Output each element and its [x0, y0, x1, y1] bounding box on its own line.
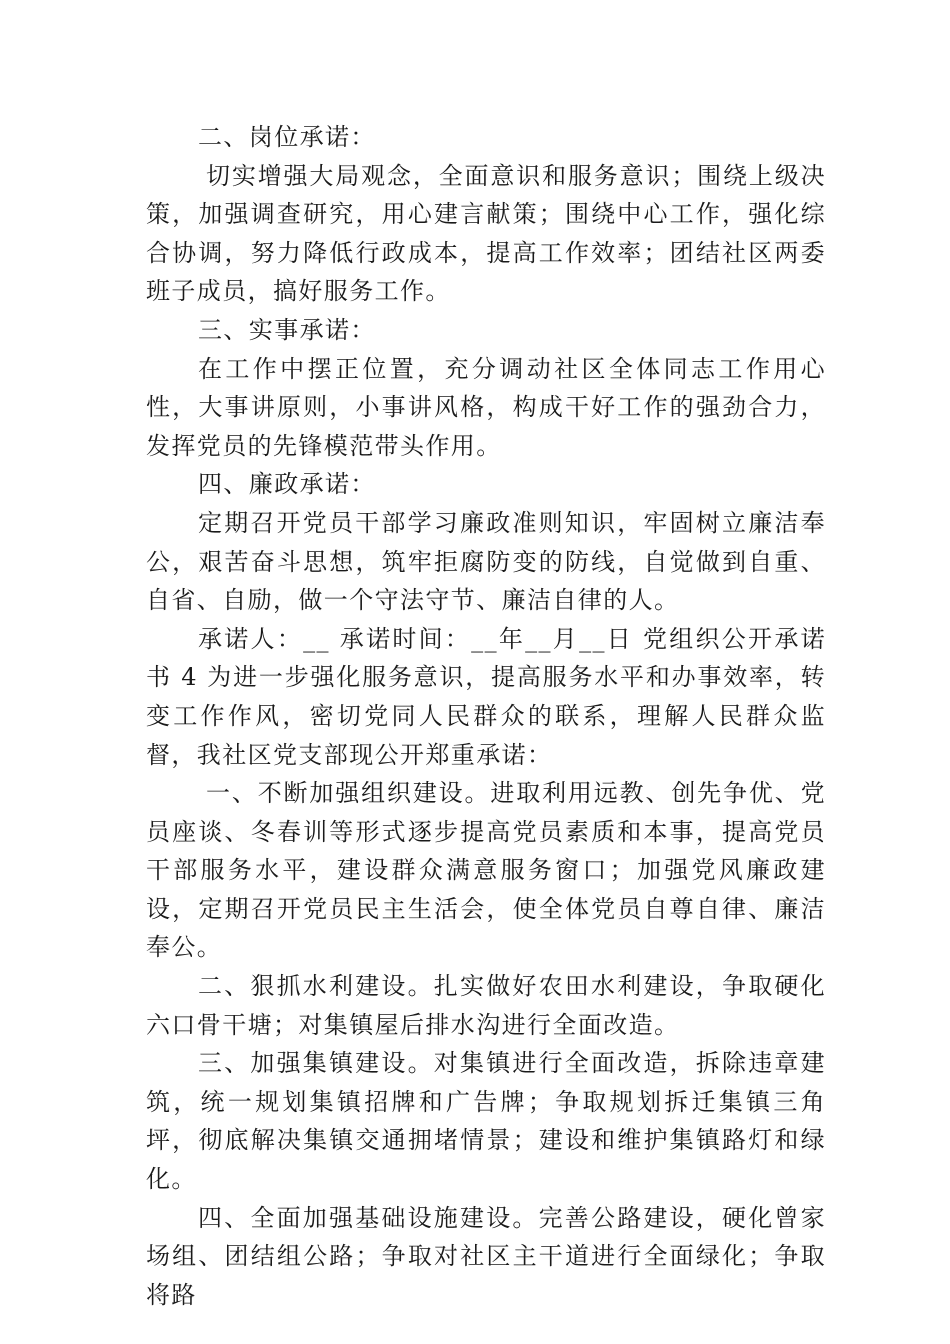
document-body — [146, 118, 826, 1314]
paragraph-water-conservancy: 二、狠抓水利建设。扎实做好农田水利建设，争取硬化六口骨干塘；对集镇屋后排水沟进行全面改造。 — [146, 972, 826, 1039]
paragraph-integrity-commitment: 定期召开党员干部学习廉政准则知识，牢固树立廉洁奉公，艰苦奋斗思想，筑牢拒腐防变的防线，自觉做到自重、自省、自励，做一个守法守节、廉洁自律的人。 — [146, 508, 826, 615]
heading-integrity-commitment: 四、廉政承诺： — [198, 470, 376, 499]
paragraph-practical-commitment: 在工作中摆正位置，充分调动社区全体同志工作用心性，大事讲原则，小事讲风格，构成干好工作的强劲合力，发挥党员的先锋模范带头作用。 — [146, 354, 826, 460]
paragraph-infrastructure: 四、全面加强基础设施建设。完善公路建设，硬化曾家场组、团结组公路；争取对社区主干道进行全面绿化；争取将路 — [146, 1203, 826, 1309]
paragraph-signature-and-intro: 承诺人：__ 承诺时间：__年__月__日 党组织公开承诺书 4 为进一步强化服务意识，提高服务水平和办事效率，转变工作作风，密切党同人民群众的联系，理解人民群众监督，我社区党支部现公开郑重承诺： — [146, 624, 826, 769]
paragraph-town-construction: 三、加强集镇建设。对集镇进行全面改造，拆除违章建筑，统一规划集镇招牌和广告牌；争取规划拆迁集镇三角坪，彻底解决集镇交通拥堵情景；建设和维护集镇路灯和绿化。 — [146, 1049, 826, 1194]
paragraph-post-commitment: 切实增强大局观念，全面意识和服务意识；围绕上级决策，加强调查研究，用心建言献策；围绕中心工作，强化综合协调，努力降低行政成本，提高工作效率；团结社区两委班子成员，搞好服务工作。 — [146, 161, 826, 306]
heading-practical-commitment: 三、实事承诺： — [198, 315, 376, 344]
heading-post-commitment: 二、岗位承诺： — [198, 123, 376, 151]
paragraph-organization-building: 一、不断加强组织建设。进取利用远教、创先争优、党员座谈、冬春训等形式逐步提高党员素质和本事，提高党员干部服务水平，建设群众满意服务窗口；加强党风廉政建设，定期召开党员民主生活会，使全体党员自尊自律、廉洁奉公。 — [146, 779, 826, 962]
